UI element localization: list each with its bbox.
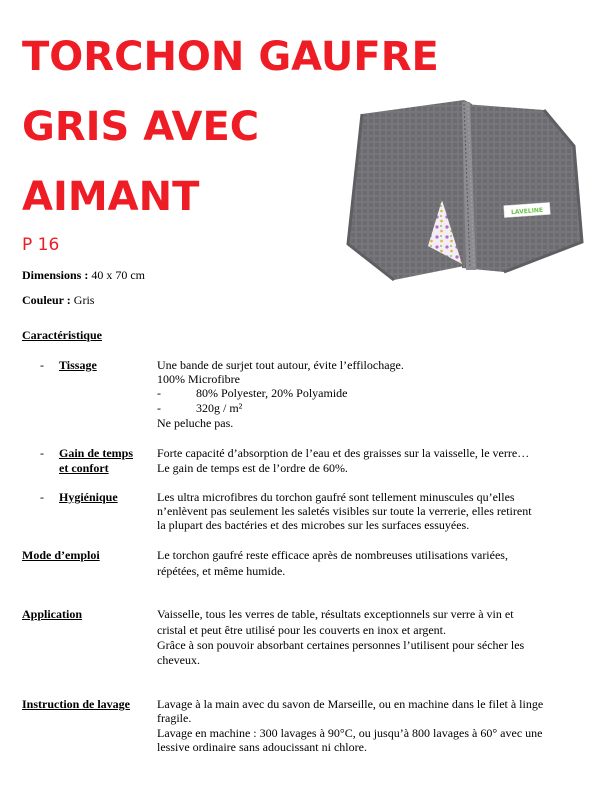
tissage-line-1: Une bande de surjet tout autour, évite l’effilochage.	[157, 358, 404, 372]
couleur-value: Gris	[73, 293, 95, 307]
title-line-1: TORCHON GAUFRE	[22, 34, 439, 80]
lavage-text	[157, 697, 575, 757]
hygienique-line-3: la plupart des bactéries et des microbes sur les surfaces essuyées.	[157, 518, 470, 532]
gain-label	[59, 446, 155, 476]
hygienique-line-2: n’enlèvent pas seulement les saletés visibles sur toute la verrerie, elles retirent	[157, 504, 532, 518]
dimensions-value: 40 x 70 cm	[91, 268, 146, 282]
lavage-line-2: fragile.	[157, 711, 192, 725]
tissage-line-2: 100% Microfibre	[157, 372, 240, 386]
lavage-label: Instruction de lavage	[22, 697, 130, 711]
application-line-2: cristal et peut être utilisé pour les couverts en inox et argent.	[157, 623, 447, 637]
caracteristique-heading: Caractéristique	[22, 328, 102, 342]
gain-label-line-2: et confort	[59, 461, 109, 475]
title-line-2: GRIS AVEC	[22, 104, 260, 150]
tissage-sub-2-text: 320g / m²	[196, 401, 243, 415]
application-line-3: Grâce à son pouvoir absorbant certaines personnes l’utilisent pour sécher les	[157, 638, 525, 652]
mode-emploi-line-1: Le torchon gaufré reste efficace après de nombreuses utilisations variées,	[157, 548, 508, 562]
bullet-dash: -	[40, 446, 44, 460]
sub-dash: -	[157, 401, 161, 415]
sub-dash: -	[157, 386, 161, 400]
mode-emploi-label: Mode d’emploi	[22, 548, 100, 562]
application-line-4: cheveux.	[157, 653, 200, 667]
gain-label-line-1: Gain de temps	[59, 446, 134, 460]
tissage-sub-1-text: 80% Polyester, 20% Polyamide	[196, 386, 348, 400]
bullet-dash: -	[40, 490, 44, 504]
dimensions-row	[22, 268, 145, 283]
application-label: Application	[22, 607, 83, 621]
lavage-line-4: lessive ordinaire sans adoucissant ni chlore.	[157, 740, 367, 754]
lavage-line-1: Lavage à la main avec du savon de Marseille, ou en machine dans le filet à linge	[157, 697, 544, 711]
product-tag-text: LAVELINE	[510, 206, 544, 217]
product-reference: P 16	[22, 235, 60, 255]
mode-emploi-line-2: répétées, et même humide.	[157, 564, 286, 578]
gain-line-2: Le gain de temps est de l’ordre de 60%.	[157, 461, 348, 475]
bullet-dash: -	[40, 358, 44, 372]
couleur-label: Couleur :	[22, 293, 71, 307]
dimensions-label: Dimensions :	[22, 268, 89, 282]
tissage-line-3: Ne peluche pas.	[157, 416, 234, 430]
tissage-label: Tissage	[59, 358, 97, 372]
application-line-1: Vaisselle, tous les verres de table, résultats exceptionnels sur verre à vin et	[157, 607, 514, 621]
gain-line-1: Forte capacité d’absorption de l’eau et des graisses sur la vaisselle, le verre…	[157, 446, 530, 460]
title-line-3: AIMANT	[22, 174, 200, 220]
hygienique-line-1: Les ultra microfibres du torchon gaufré sont tellement minuscules qu’elles	[157, 490, 515, 504]
lavage-line-3: Lavage en machine : 300 lavages à 90°C, ou jusqu’à 800 lavages à 60° avec une	[157, 726, 543, 740]
couleur-row	[22, 293, 94, 308]
product-photo	[344, 94, 584, 286]
hygienique-label: Hygiénique	[59, 490, 118, 504]
